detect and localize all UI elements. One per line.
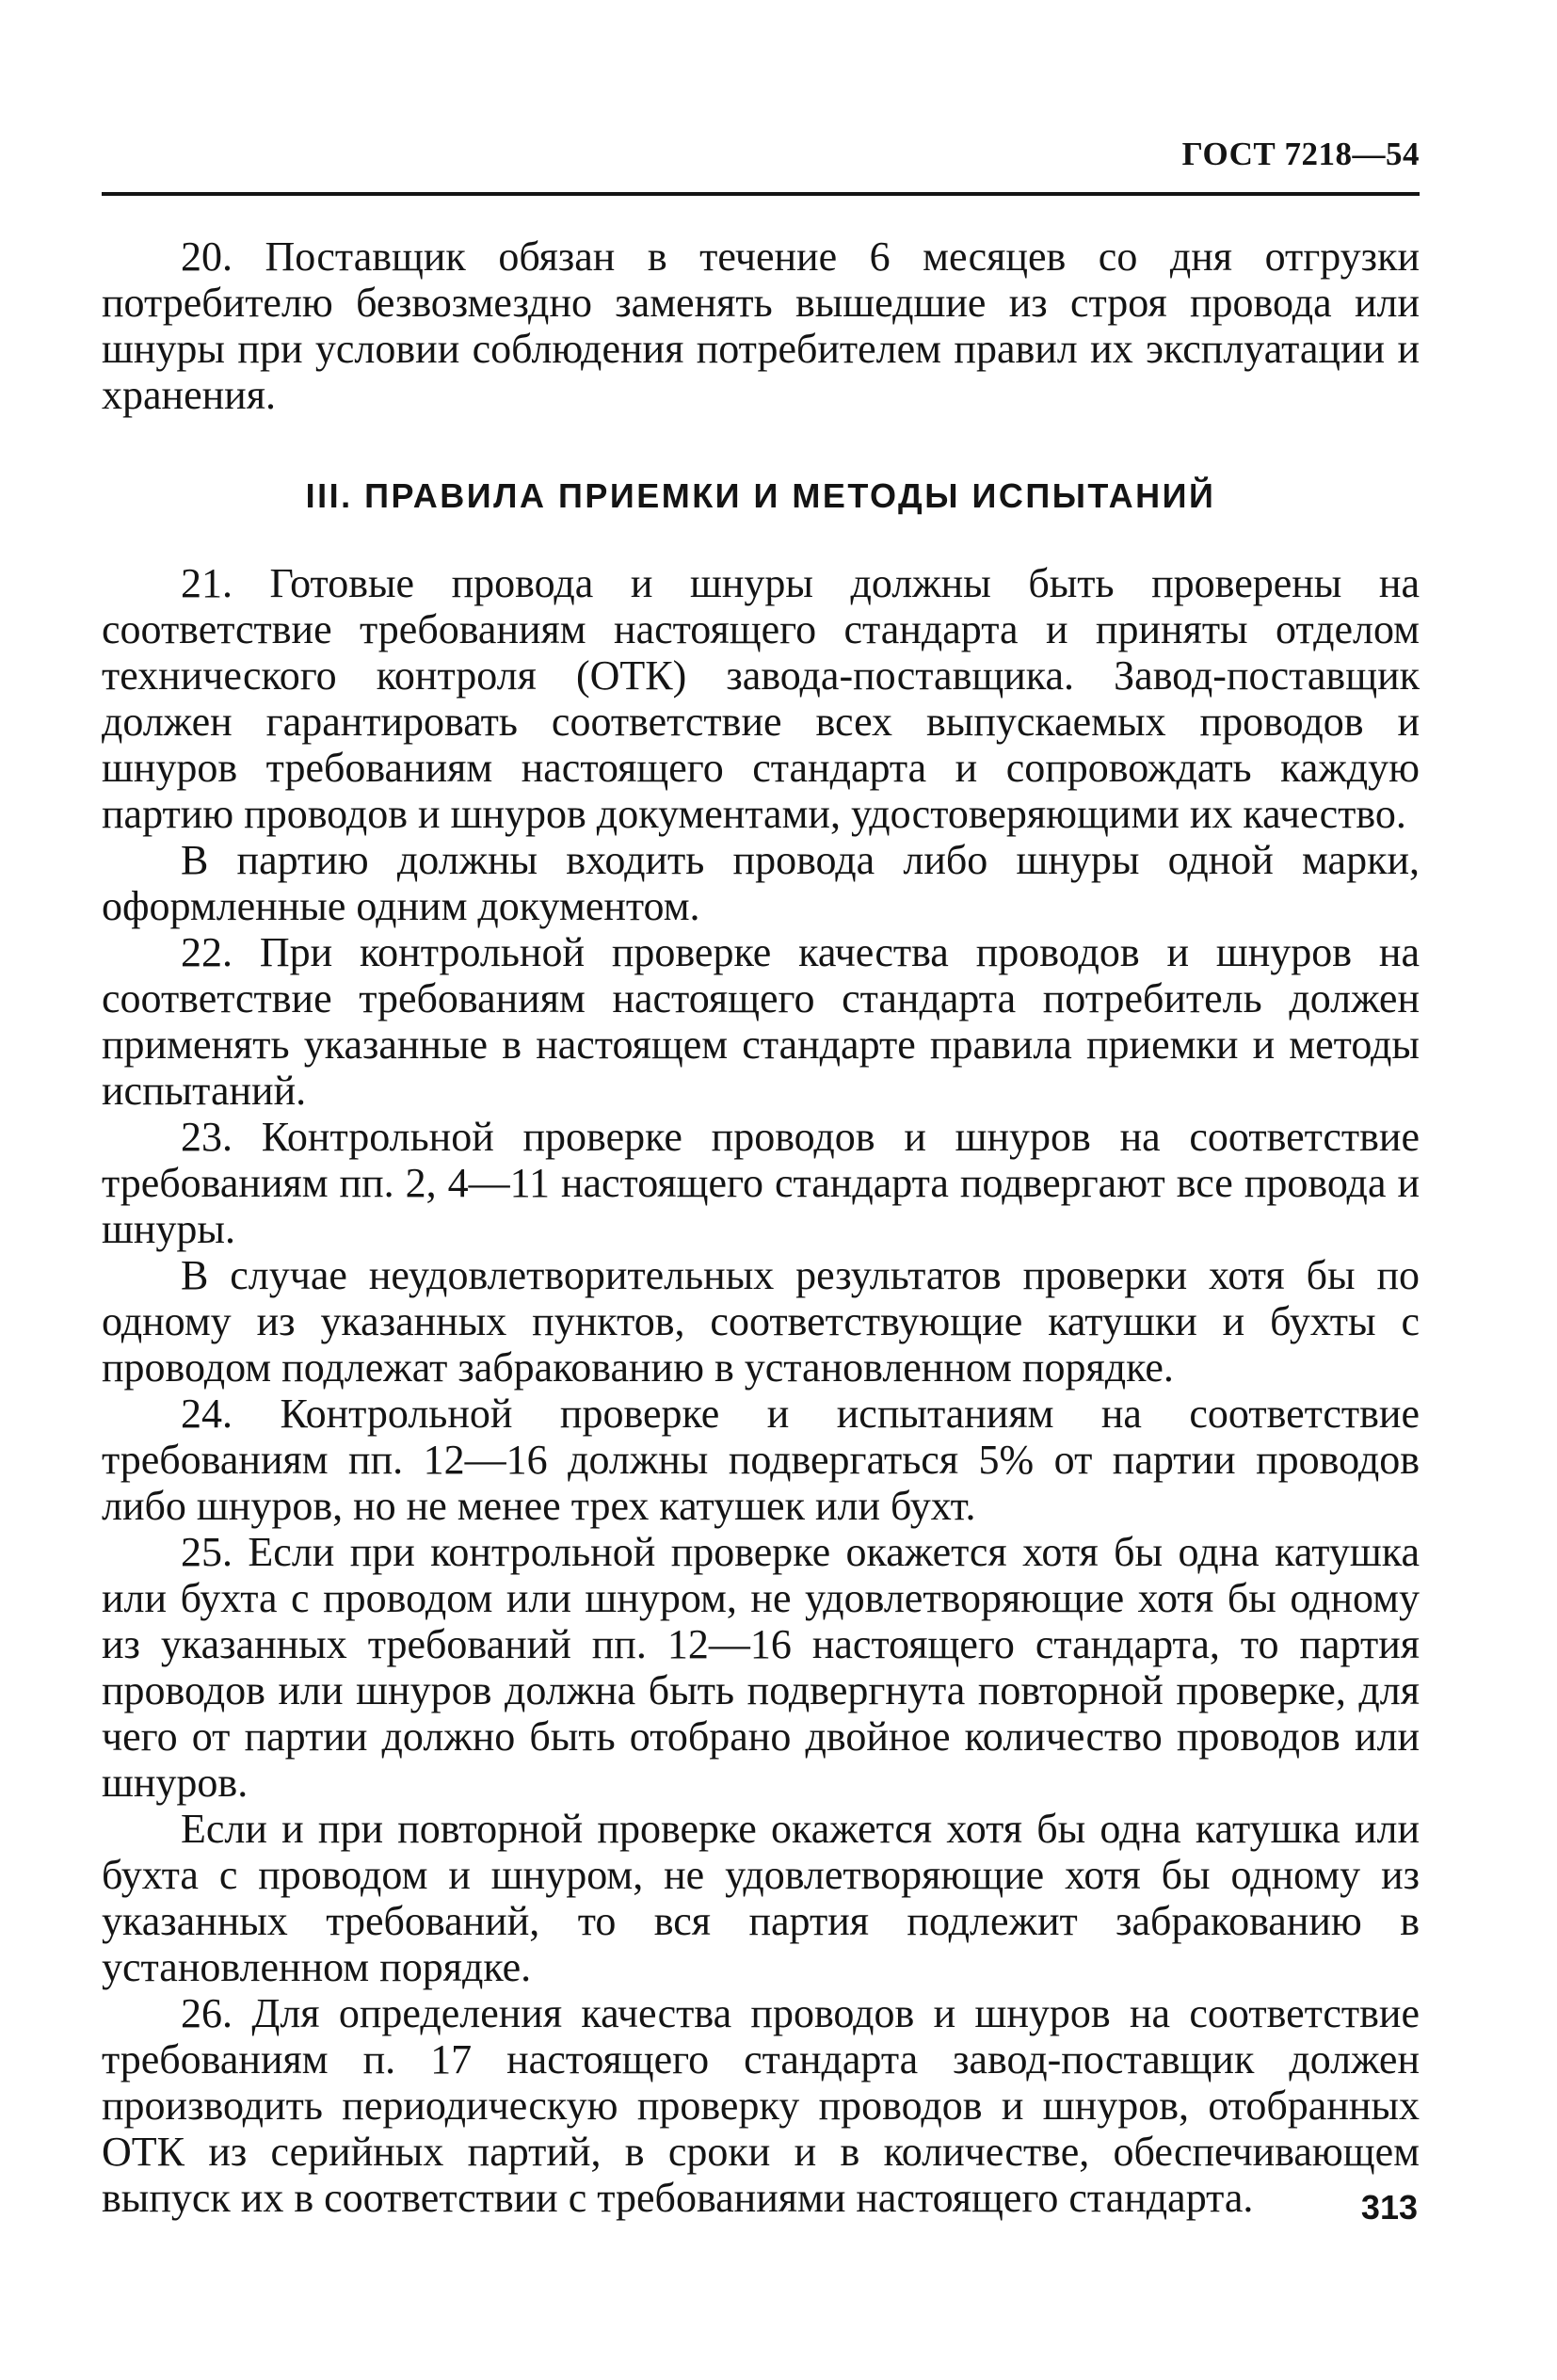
header-rule [102, 192, 1420, 196]
section-title: III. ПРАВИЛА ПРИЕМКИ И МЕТОДЫ ИСПЫТАНИЙ [305, 476, 1216, 515]
page-header [0, 128, 1557, 181]
clause-22: 22. При контрольной проверке качества проводов и шнуров на соответствие требованиям настоящего стандарта потребитель должен применять указанные в настоящем стандарте правила приемки и методы испытаний. [102, 929, 1420, 1114]
clause-24: 24. Контрольной проверке и испытаниям на соответствие требованиям пп. 12—16 должны подвергаться 5% от партии проводов либо шнуров, но не менее трех катушек или бухт. [102, 1391, 1420, 1529]
clause-25-continuation: Если и при повторной проверке окажется хотя бы одна катушка или бухта с проводом и шнуром, не удовлетворяющие хотя бы одному из указанных требований, то вся партия подлежит забракованию в установленном порядке. [102, 1806, 1420, 1990]
page-number: 313 [1360, 2188, 1418, 2227]
clause-25: 25. Если при контрольной проверке окажется хотя бы одна катушка или бухта с проводом или шнуром, не удовлетворяющие хотя бы одному из указанных требований пп. 12—16 настоящего стандарта, то партия проводов или шнуров должна быть подвергнута повторной проверке, для чего от партии должно быть отобрано двойное количество проводов или шнуров. [102, 1529, 1420, 1806]
spacer [102, 519, 1420, 560]
clause-20: 20. Поставщик обязан в течение 6 месяцев со дня отгрузки потребителю безвозмездно заменять вышедшие из строя провода или шнуры при условии соблюдения потребителем правил их эксплуатации и хранения. [102, 233, 1420, 418]
document-code: ГОСТ 7218—54 [1181, 136, 1420, 172]
clause-23: 23. Контрольной проверке проводов и шнуров на соответствие требованиям пп. 2, 4—11 настоящего стандарта подвергают все провода и шнуры. [102, 1114, 1420, 1252]
clause-23-continuation: В случае неудовлетворительных результатов проверки хотя бы по одному из указанных пунктов, соответствующие катушки и бухты с проводом подлежат забракованию в установленном порядке. [102, 1252, 1420, 1391]
page-body [102, 233, 1420, 2221]
clause-21-continuation: В партию должны входить провода либо шнуры одной марки, оформленные одним документом. [102, 837, 1420, 929]
clause-21: 21. Готовые провода и шнуры должны быть проверены на соответствие требованиям настоящего стандарта и приняты отделом технического контроля (ОТК) завода-поставщика. Завод-поставщик должен гарантировать соответствие всех выпускаемых проводов и шнуров требованиям настоящего стандарта и сопровождать каждую партию проводов и шнуров документами, удостоверяющими их качество. [102, 560, 1420, 837]
spacer [102, 418, 1420, 473]
clause-26: 26. Для определения качества проводов и шнуров на соответствие требованиям п. 17 настоящего стандарта завод-поставщик должен производить периодическую проверку проводов и шнуров, отобранных ОТК из серийных партий, в сроки и в количестве, обеспечивающем выпуск их в соответствии с требованиями настоящего стандарта. [102, 1990, 1420, 2221]
